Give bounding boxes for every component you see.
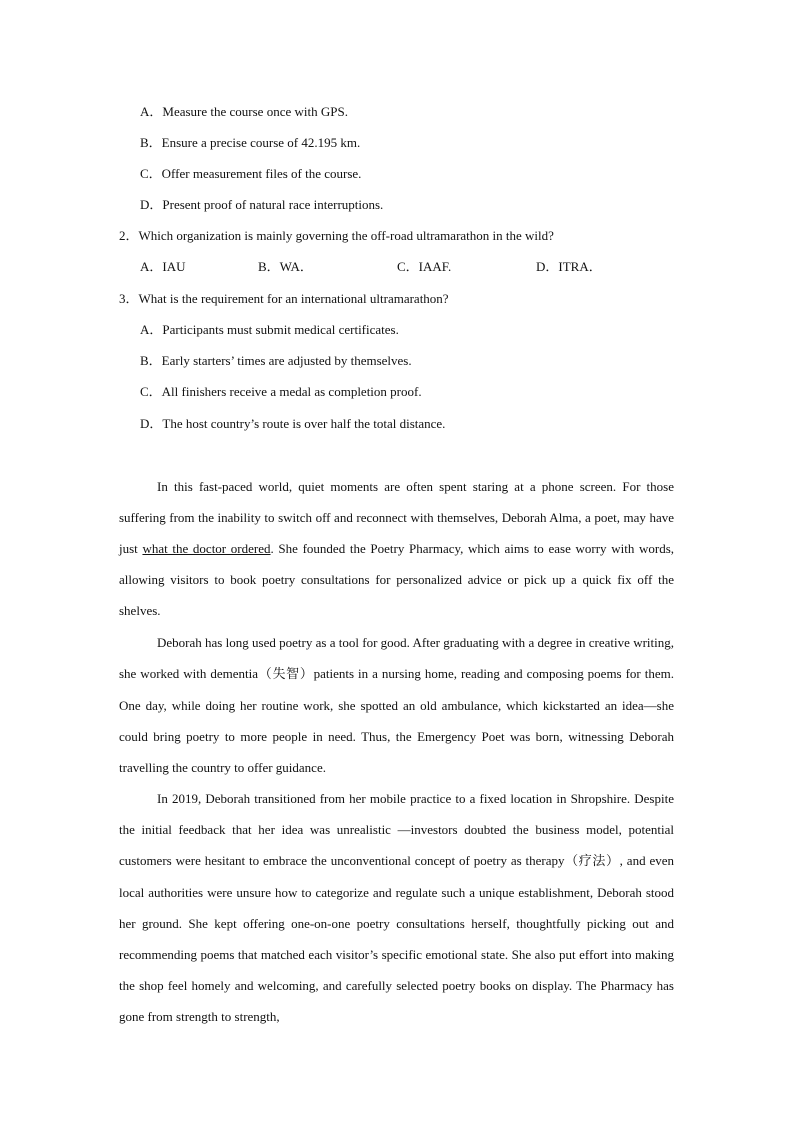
q3-option-a: A．Participants must submit medical certificates. [140,322,399,337]
q2-stem: 2．Which organization is mainly governing the off-road ultramarathon in the wild? [119,228,554,243]
p2-text-before: Deborah has long used poetry as a tool for good. After graduating with a degree in creative writing, she worked with dementia [119,635,674,681]
underlined-phrase: what the doctor ordered [142,541,271,556]
q1-option-c: C．Offer measurement files of the course. [140,166,362,181]
passage-paragraph-2 [119,627,674,783]
p3-text-after: , and even local authorities were unsure how to categorize and regulate such a unique establishment, Deborah stood her ground. She kept offering one-on-one poetry consultations herself, thoughtfully picking out and recommending poems that matched each visitor’s specific emotional state. She also put effort into making the shop feel homely and welcoming, and carefully selected poetry books on display. The Pharmacy has gone from strength to strength, [119,853,674,1024]
p2-chinese-gloss: （失智） [258,667,314,682]
q2-option-b: B．WA． [258,259,313,274]
p1-text-after: . She founded the Poetry Pharmacy, which aims to ease worry with words, allowing visitors to book poetry consultations for personalized advice or pick up a quick fix off the shelves. [119,541,675,618]
q1-option-d: D．Present proof of natural race interruptions. [140,197,384,212]
q3-option-b: B．Early starters’ times are adjusted by themselves. [140,353,412,368]
q2-option-a: A．IAU [140,259,186,274]
q3-stem: 3．What is the requirement for an international ultramarathon? [119,291,449,306]
p3-chinese-gloss: （疗法） [564,854,620,869]
q2-options-row [140,259,660,277]
passage-paragraph-1 [119,471,674,626]
p3-text-before: In 2019, Deborah transitioned from her mobile practice to a fixed location in Shropshire. Despite the initial feedback that her idea was unrealistic —investors doubted the business model, potential customers were hesitant to embrace the unconventional concept of poetry as therapy [119,791,674,868]
p1-text-before: In this fast-paced world, quiet moments are often spent staring at a phone screen. For those suffering from the inability to switch off and reconnect with themselves, Deborah Alma, a poet, may have just [119,479,674,556]
q1-option-b: B．Ensure a precise course of 42.195 km. [140,135,361,150]
passage-paragraph-3 [119,783,674,1032]
q1-option-a: A．Measure the course once with GPS. [140,104,348,119]
q2-option-c: C．IAAF. [397,259,452,274]
q2-option-d: D．ITRA． [536,259,602,274]
p2-text-after: patients in a nursing home, reading and composing poems for them. One day, while doing her routine work, she spotted an old ambulance, which kickstarted an idea—she could bring poetry to more people in need. Thus, the Emergency Poet was born, witnessing Deborah travelling the country to offer guidance. [119,666,674,775]
q3-option-d: D．The host country’s route is over half the total distance. [140,416,446,431]
q3-option-c: C．All finishers receive a medal as completion proof. [140,384,422,399]
